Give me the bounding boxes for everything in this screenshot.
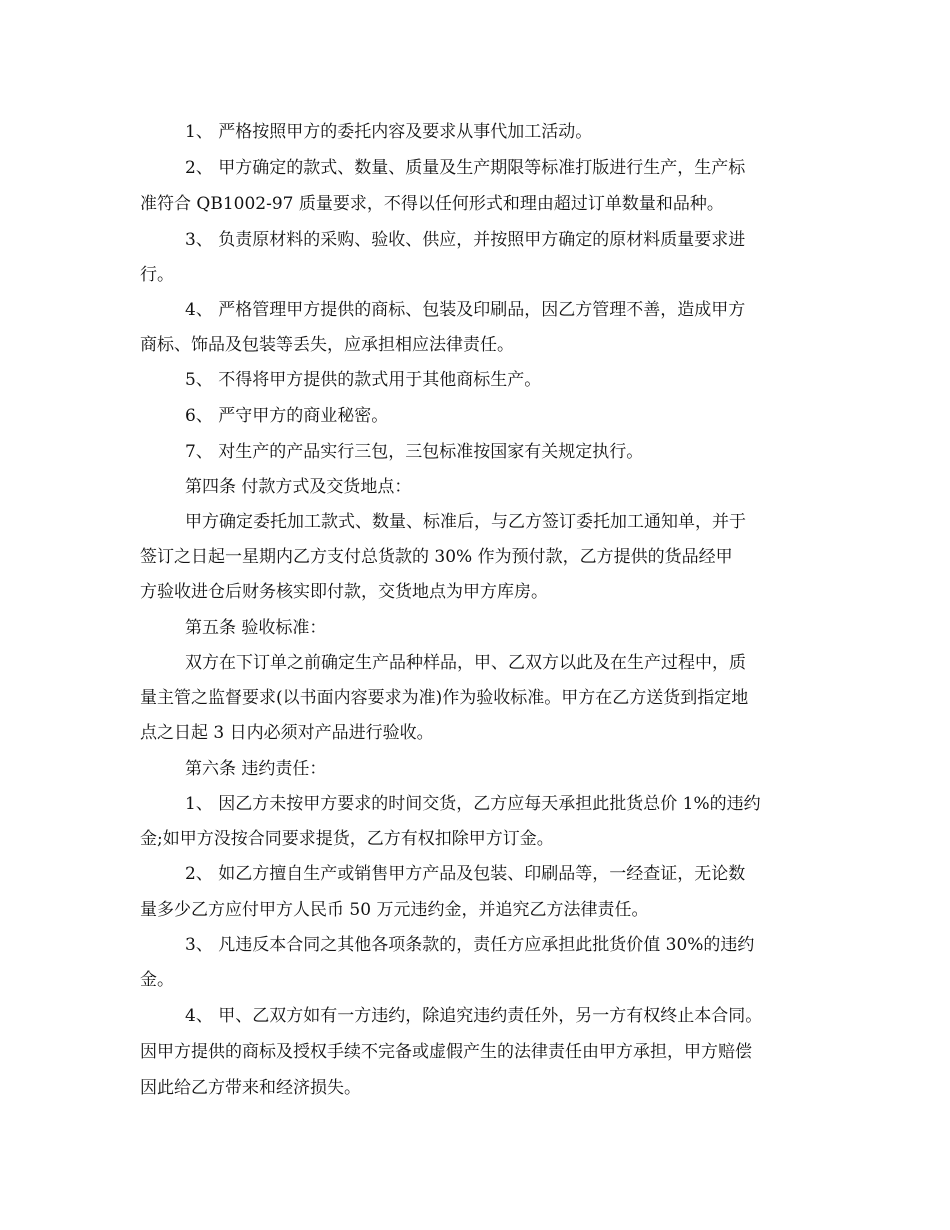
section-heading: 第六条 违约责任： [185, 759, 327, 779]
text-line: 量多少乙方应付甲方人民币 50 万元违约金，并追究乙方法律责任。 [140, 900, 649, 920]
text-line: 3、 负责原材料的采购、验收、供应，并按照甲方确定的原材料质量要求进 [185, 230, 746, 250]
section-heading: 第四条 付款方式及交货地点： [185, 477, 412, 497]
text-line: 4、 严格管理甲方提供的商标、包装及印刷品，因乙方管理不善，造成甲方 [185, 300, 746, 320]
text-line: 双方在下订单之前确定生产品种样品，甲、乙双方以此及在生产过程中，质 [185, 653, 746, 673]
text-line: 1、 严格按照甲方的委托内容及要求从事代加工活动。 [185, 122, 593, 142]
text-line: 6、 严守甲方的商业秘密。 [185, 406, 389, 426]
text-line: 商标、饰品及包装等丢失，应承担相应法律责任。 [140, 335, 514, 355]
text-line: 行。 [140, 265, 174, 285]
text-line: 准符合 QB1002-97 质量要求，不得以任何形式和理由超过订单数量和品种。 [140, 194, 724, 214]
text-line: 金;如甲方没按合同要求提货，乙方有权扣除甲方订金。 [140, 829, 554, 849]
text-line: 3、 凡违反本合同之其他各项条款的，责任方应承担此批货价值 30%的违约 [185, 935, 755, 955]
text-line: 点之日起 3 日内必须对产品进行验收。 [140, 723, 434, 743]
text-line: 因甲方提供的商标及授权手续不完备或虚假产生的法律责任由甲方承担，甲方赔偿 [140, 1042, 752, 1062]
section-heading: 第五条 验收标准： [185, 618, 327, 638]
text-line: 2、 如乙方擅自生产或销售甲方产品及包装、印刷品等，一经查证，无论数 [185, 864, 746, 884]
text-line: 甲方确定委托加工款式、数量、标准后，与乙方签订委托加工通知单，并于 [185, 512, 746, 532]
text-line: 因此给乙方带来和经济损失。 [140, 1078, 361, 1098]
text-line: 金。 [140, 970, 174, 990]
text-line: 5、 不得将甲方提供的款式用于其他商标生产。 [185, 370, 542, 390]
text-line: 4、 甲、乙双方如有一方违约，除追究违约责任外，另一方有权终止本合同。 [185, 1006, 763, 1026]
text-line: 量主管之监督要求(以书面内容要求为准)作为验收标准。甲方在乙方送货到指定地 [140, 688, 749, 708]
text-line: 2、 甲方确定的款式、数量、质量及生产期限等标准打版进行生产，生产标 [185, 158, 746, 178]
text-line: 7、 对生产的产品实行三包，三包标准按国家有关规定执行。 [185, 442, 644, 462]
text-line: 1、 因乙方未按甲方要求的时间交货，乙方应每天承担此批货总价 1%的违约 [185, 794, 761, 814]
text-line: 签订之日起一星期内乙方支付总货款的 30% 作为预付款，乙方提供的货品经甲 [140, 547, 733, 567]
text-line: 方验收进仓后财务核实即付款，交货地点为甲方库房。 [140, 582, 548, 602]
